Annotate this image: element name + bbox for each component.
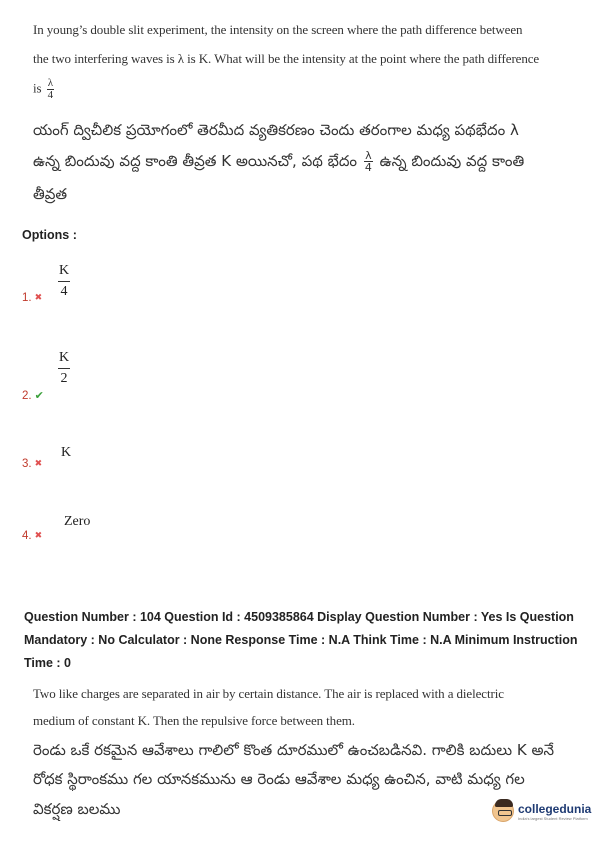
- fraction-bar: [58, 281, 70, 282]
- question-text-line: [33, 78, 56, 101]
- option-3-marker: [22, 458, 42, 470]
- question-text-prefix: is: [33, 80, 42, 96]
- fraction-denominator: 4: [47, 89, 54, 101]
- option-denominator: 2: [60, 371, 68, 386]
- collegedunia-logo: [492, 800, 591, 822]
- option-4-marker: [22, 530, 42, 542]
- option-2-marker: [22, 389, 44, 402]
- incorrect-icon: ✖: [34, 292, 43, 302]
- fraction-numerator: λ: [365, 149, 372, 162]
- option-number: 4.: [22, 530, 32, 542]
- metadata-line: Question Number : 104 Question Id : 4509385864 Display Question Number : Yes Is Question: [24, 610, 574, 624]
- lambda-over-four-fraction: [364, 150, 373, 173]
- telugu-text-segment: ఉన్న బిందువు వద్ద కాంతి: [379, 152, 525, 170]
- logo-name: collegedunia: [518, 801, 592, 816]
- option-number: 3.: [22, 458, 32, 470]
- option-denominator: 4: [60, 284, 68, 299]
- question-text-line: Two like charges are separated in air by certain distance. The air is replaced with a dielectric: [33, 686, 504, 701]
- student-avatar-icon: [492, 800, 514, 822]
- option-3-value: K: [61, 445, 72, 460]
- fraction-numerator: λ: [47, 77, 53, 89]
- question-telugu-line: [33, 150, 524, 174]
- incorrect-icon: ✖: [34, 458, 43, 468]
- metadata-line: Mandatory : No Calculator : None Response Time : N.A Think Time : N.A Minimum Instruction: [24, 633, 578, 647]
- logo-text: [518, 802, 591, 821]
- question-text-line: medium of constant K. Then the repulsive force between them.: [33, 713, 355, 728]
- option-number: 1.: [22, 292, 32, 304]
- option-1-value: [58, 263, 70, 300]
- question-metadata: [24, 606, 584, 675]
- question-telugu-line: యంగ్ ద్విచీలిక ప్రయోగంలో తెరమీద వ్యతికరణం చెందు తరంగాల మధ్య పథభేదం λ: [33, 121, 519, 139]
- question-text-line: the two interfering waves is λ is K. What will be the intensity at the point where the path difference: [33, 51, 540, 66]
- question-telugu-line: రోధక స్థిరాంకము గల యానకమును ఆ రెండు ఆవేశాల మధ్య ఉంచిన, వాటి మధ్య గల: [33, 770, 525, 788]
- question-telugu-line: రెండు ఒకే రకమైన ఆవేశాలు గాలిలో కొంత దూరములో ఉంచబడినవి. గాలికి బదులు K అనే: [33, 741, 554, 759]
- correct-check-icon: ✔: [34, 390, 44, 402]
- options-heading: Options :: [22, 228, 77, 242]
- telugu-text-segment: ఉన్న బిందువు వద్ద కాంతి తీవ్రత K అయినచో, పథ భేదం: [33, 152, 358, 170]
- option-number: 2.: [22, 390, 32, 402]
- question-telugu-line: తీవ్రత: [33, 185, 68, 203]
- option-2-value: [58, 350, 70, 387]
- question-text-line: In young’s double slit experiment, the intensity on the screen where the path difference between: [33, 22, 523, 37]
- option-numerator: K: [58, 263, 70, 278]
- lambda-over-four-fraction: [47, 78, 54, 101]
- fraction-bar: [58, 368, 70, 369]
- option-numerator: K: [58, 350, 70, 365]
- incorrect-icon: ✖: [34, 530, 43, 540]
- option-4-value: Zero: [64, 514, 91, 529]
- logo-tagline: India's largest Student Review Platform: [518, 815, 588, 821]
- fraction-denominator: 4: [364, 161, 372, 174]
- question-telugu-line: వికర్షణ బలము: [33, 800, 121, 818]
- metadata-line: Time : 0: [24, 656, 72, 670]
- option-1-marker: [22, 292, 42, 304]
